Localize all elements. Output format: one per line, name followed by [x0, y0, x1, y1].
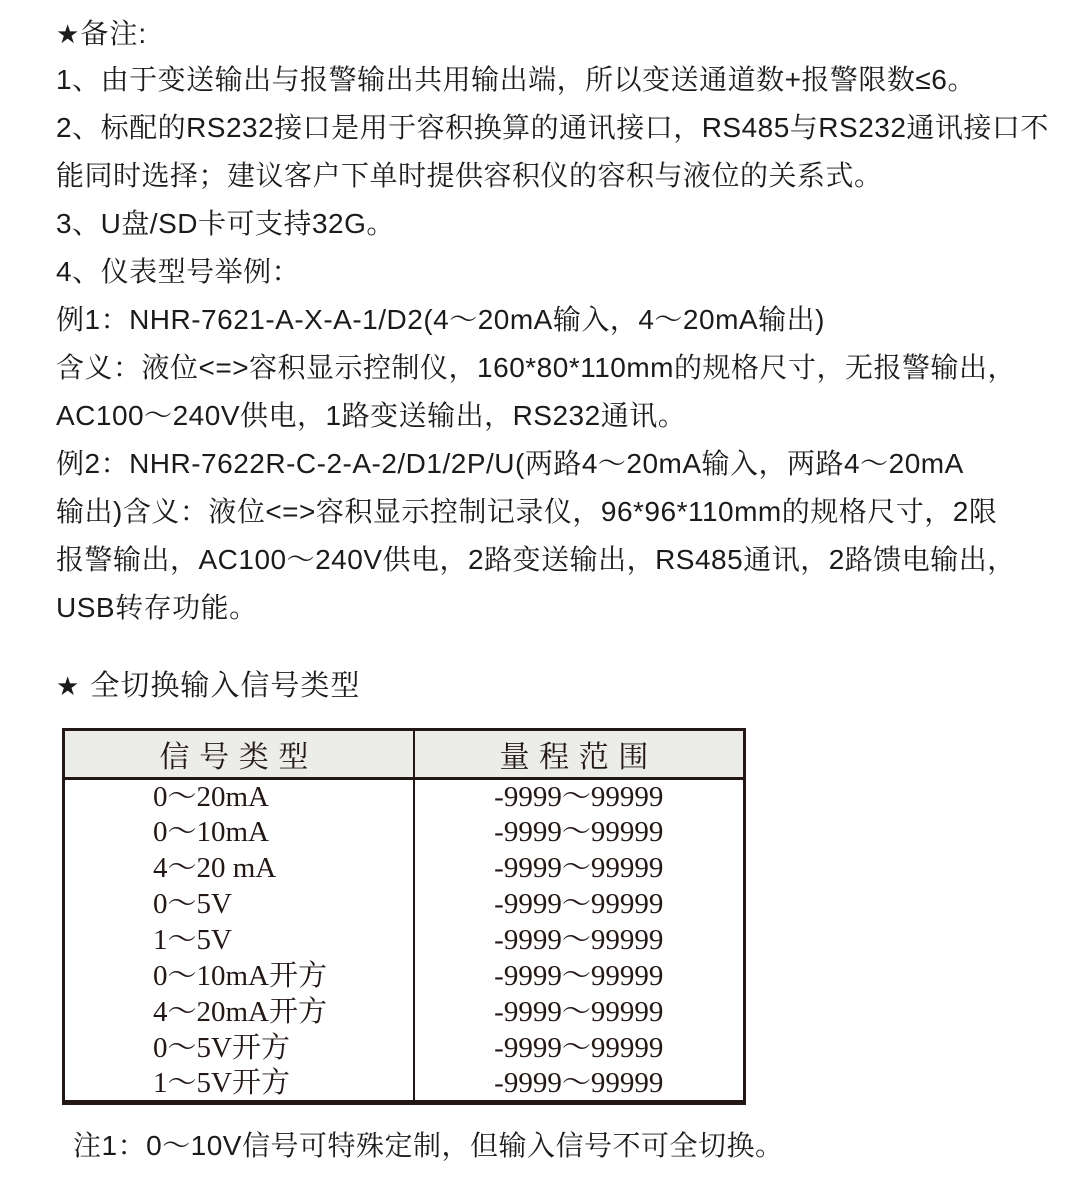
- remark-line: 含义：液位<=>容积显示控制仪，160*80*110mm的规格尺寸，无报警输出，: [56, 352, 1016, 383]
- table-header-row: [64, 730, 745, 779]
- remark-line-model-example-1: 例1：NHR-7621-A-X-A-1/D2(4～20mA输入，4～20mA输出): [56, 304, 825, 335]
- star-icon: ★: [56, 671, 81, 701]
- table-row: [64, 1067, 745, 1103]
- range-cell: -9999～99999: [414, 779, 745, 815]
- signal-type-cell: 0～10mA开方: [64, 959, 414, 995]
- signal-type-cell: 0～10mA: [64, 815, 414, 851]
- range-cell: -9999～99999: [414, 851, 745, 887]
- table-row: [64, 887, 745, 923]
- signal-type-cell: 4～20 mA: [64, 851, 414, 887]
- column-header-range: 量程范围: [414, 730, 745, 779]
- signal-types-heading: [56, 664, 1040, 708]
- remark-line: 报警输出，AC100～240V供电，2路变送输出，RS485通讯，2路馈电输出，: [56, 544, 1016, 575]
- table-row: [64, 959, 745, 995]
- table-row: [64, 995, 745, 1031]
- remark-line: 2、标配的RS232接口是用于容积换算的通讯接口，RS485与RS232通讯接口不: [56, 112, 1049, 143]
- signal-type-cell: 0～5V: [64, 887, 414, 923]
- signal-type-cell: 4～20mA开方: [64, 995, 414, 1031]
- remark-line: AC100～240V供电，1路变送输出，RS232通讯。: [56, 400, 687, 431]
- range-cell: -9999～99999: [414, 815, 745, 851]
- range-cell: -9999～99999: [414, 1031, 745, 1067]
- range-cell: -9999～99999: [414, 995, 745, 1031]
- table-row: [64, 1031, 745, 1067]
- table-row: [64, 923, 745, 959]
- remarks-heading: [56, 12, 1040, 56]
- range-cell: -9999～99999: [414, 923, 745, 959]
- star-icon: ★: [56, 19, 81, 49]
- remark-line: 输出)含义：液位<=>容积显示控制记录仪，96*96*110mm的规格尺寸，2限: [56, 496, 998, 527]
- signal-type-cell: 0～5V开方: [64, 1031, 414, 1067]
- remark-line: 4、仪表型号举例：: [56, 256, 301, 287]
- remark-line-model-example-2: 例2：NHR-7622R-C-2-A-2/D1/2P/U(两路4～20mA输入，两路4～20mA: [56, 448, 964, 479]
- table-row: [64, 851, 745, 887]
- table-footnote: 注1：0～10V信号可特殊定制，但输入信号不可全切换。: [73, 1130, 784, 1161]
- remarks-body: [56, 56, 1049, 632]
- range-cell: -9999～99999: [414, 1067, 745, 1103]
- table-row: [64, 779, 745, 815]
- range-cell: -9999～99999: [414, 959, 745, 995]
- signal-type-cell: 1～5V开方: [64, 1067, 414, 1103]
- signal-type-cell: 0～20mA: [64, 779, 414, 815]
- table-row: [64, 815, 745, 851]
- remark-line: 1、由于变送输出与报警输出共用输出端，所以变送通道数+报警限数≤6。: [56, 64, 976, 95]
- remark-line: 3、U盘/SD卡可支持32G。: [56, 208, 395, 239]
- signal-type-cell: 1～5V: [64, 923, 414, 959]
- column-header-signal-type: 信号类型: [64, 730, 414, 779]
- signal-types-table: [62, 728, 746, 1105]
- remarks-heading-label: 备注:: [80, 18, 148, 49]
- remark-line: USB转存功能。: [56, 592, 258, 623]
- signal-types-heading-label: 全切换输入信号类型: [90, 670, 361, 702]
- remark-line: 能同时选择；建议客户下单时提供容积仪的容积与液位的关系式。: [56, 160, 883, 191]
- range-cell: -9999～99999: [414, 887, 745, 923]
